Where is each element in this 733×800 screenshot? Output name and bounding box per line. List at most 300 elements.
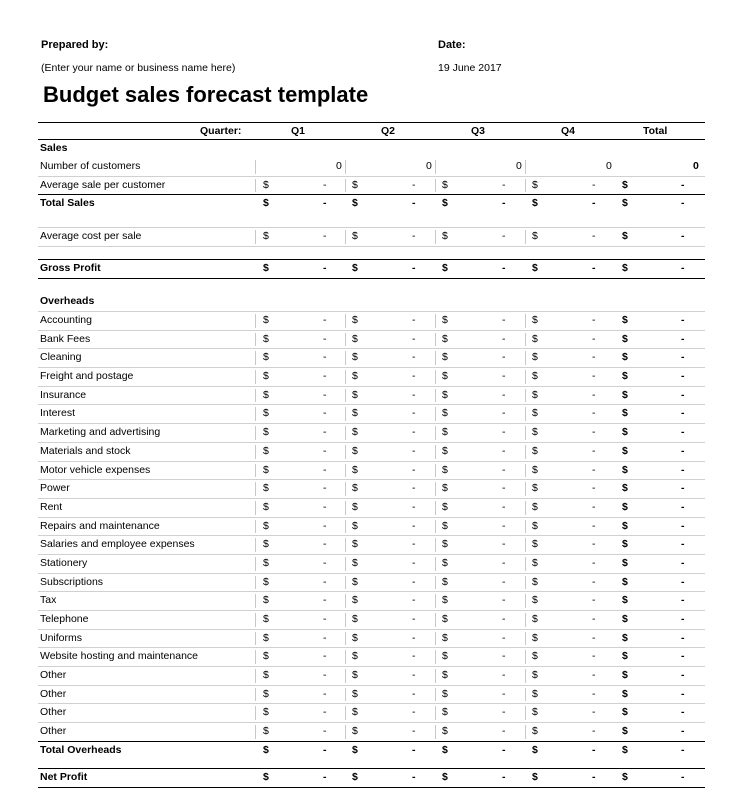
overheads-heading: Overheads	[40, 295, 95, 307]
currency-symbol: $	[532, 197, 538, 209]
value-cell-q3[interactable]: -	[502, 314, 506, 326]
cell-divider	[435, 706, 436, 720]
overhead-row	[38, 536, 705, 555]
value-cell-q2[interactable]: -	[412, 351, 416, 364]
cell-divider	[525, 389, 526, 403]
value-cell-q1[interactable]: -	[323, 743, 327, 756]
sales-heading: Sales	[40, 142, 68, 154]
overhead-row	[38, 405, 705, 424]
value-cell-q2[interactable]: -	[412, 332, 416, 345]
cell-divider	[255, 725, 256, 739]
cell-divider	[525, 501, 526, 515]
value-cell-q4[interactable]: -	[592, 482, 596, 495]
currency-symbol: $	[263, 613, 269, 625]
cell-divider	[435, 557, 436, 571]
cell-divider	[345, 389, 346, 403]
value-cell-q1[interactable]: -	[323, 444, 327, 457]
cell-divider	[255, 538, 256, 552]
currency-symbol: $	[352, 500, 358, 513]
value-cell-q2[interactable]: -	[412, 743, 416, 756]
currency-symbol: $	[532, 262, 538, 274]
currency-symbol: $	[263, 262, 269, 274]
value-cell-q3[interactable]: -	[502, 725, 506, 738]
value-cell-q1[interactable]: -	[323, 197, 327, 209]
value-cell-q2[interactable]: -	[412, 388, 416, 401]
cell-divider	[345, 160, 346, 174]
value-cell-q4[interactable]: -	[592, 706, 596, 719]
value-cell-q3[interactable]: -	[502, 743, 506, 756]
currency-symbol: $	[263, 482, 269, 495]
value-cell-q4[interactable]: -	[592, 669, 596, 682]
value-cell-q1[interactable]: -	[323, 179, 327, 191]
value-cell-q3[interactable]: -	[502, 687, 506, 700]
value-cell-q2[interactable]: -	[412, 230, 416, 242]
value-cell-q1[interactable]: -	[323, 687, 327, 700]
currency-symbol: $	[442, 388, 448, 401]
currency-symbol: $	[352, 770, 358, 783]
cell-divider	[345, 669, 346, 683]
cell-divider	[345, 179, 346, 192]
cell-divider	[345, 445, 346, 459]
cell-divider	[255, 389, 256, 403]
spacer	[38, 279, 705, 293]
customers-total: 0	[693, 160, 699, 172]
total-value-cell: -	[681, 388, 685, 401]
value-cell-q4[interactable]: -	[592, 613, 596, 625]
total-value-cell: -	[681, 575, 685, 588]
value-cell-q2[interactable]: -	[412, 575, 416, 588]
value-cell-q4[interactable]: -	[592, 538, 596, 551]
currency-symbol: $	[263, 706, 269, 719]
value-cell-q2[interactable]: -	[412, 669, 416, 682]
currency-symbol: $	[622, 332, 628, 345]
value-cell-q2[interactable]: -	[412, 706, 416, 719]
currency-symbol: $	[442, 575, 448, 588]
overhead-label: Uniforms	[40, 631, 83, 644]
value-cell-q2[interactable]: -	[412, 370, 416, 383]
currency-symbol: $	[442, 332, 448, 345]
cell-divider	[255, 557, 256, 571]
cell-divider	[255, 688, 256, 702]
value-cell-q3[interactable]: -	[502, 770, 506, 783]
customers-q3[interactable]: 0	[516, 160, 522, 172]
value-cell-q4[interactable]: -	[592, 230, 596, 242]
overhead-label: Website hosting and maintenance	[40, 650, 198, 663]
spacer	[38, 213, 705, 227]
currency-symbol: $	[622, 179, 628, 191]
currency-symbol: $	[442, 650, 448, 663]
currency-symbol: $	[622, 669, 628, 682]
currency-symbol: $	[263, 426, 269, 439]
value-cell-q4[interactable]: -	[592, 262, 596, 274]
value-cell-q4[interactable]: -	[592, 388, 596, 401]
cell-divider	[525, 407, 526, 421]
value-cell-q3[interactable]: -	[502, 556, 506, 569]
avg-sale-row	[38, 177, 705, 195]
currency-symbol: $	[532, 500, 538, 513]
value-cell-q4[interactable]: -	[592, 650, 596, 663]
value-cell-q2[interactable]: -	[412, 407, 416, 420]
value-cell-q2[interactable]: -	[412, 770, 416, 783]
total-value-cell: -	[681, 482, 685, 495]
cell-divider	[255, 179, 256, 192]
value-cell-q4[interactable]: -	[592, 725, 596, 738]
value-cell-q1[interactable]: -	[323, 351, 327, 364]
cell-divider	[525, 706, 526, 720]
cell-divider	[345, 407, 346, 421]
currency-symbol: $	[352, 179, 358, 191]
value-cell-q4[interactable]: -	[592, 351, 596, 364]
cell-divider	[255, 669, 256, 683]
currency-symbol: $	[352, 631, 358, 644]
value-cell-q1[interactable]: -	[323, 613, 327, 625]
currency-symbol: $	[442, 351, 448, 364]
overhead-label: Tax	[40, 594, 57, 607]
currency-symbol: $	[352, 197, 358, 209]
currency-symbol: $	[352, 743, 358, 756]
currency-symbol: $	[263, 650, 269, 663]
value-cell-q4[interactable]: -	[592, 179, 596, 191]
total-value-cell: -	[681, 519, 685, 532]
value-cell-q4[interactable]: -	[592, 556, 596, 569]
value-cell-q3[interactable]: -	[502, 519, 506, 532]
currency-symbol: $	[263, 743, 269, 756]
currency-symbol: $	[263, 631, 269, 644]
overhead-row	[38, 592, 705, 611]
row-label: Number of customers	[40, 160, 141, 172]
value-cell-q2[interactable]: -	[412, 725, 416, 738]
value-cell-q2[interactable]: -	[412, 594, 416, 607]
value-cell-q4[interactable]: -	[592, 197, 596, 209]
currency-symbol: $	[352, 388, 358, 401]
currency-symbol: $	[263, 594, 269, 607]
currency-symbol: $	[352, 370, 358, 383]
value-cell-q1[interactable]: -	[323, 519, 327, 532]
value-cell-q3[interactable]: -	[502, 463, 506, 476]
value-cell-q2[interactable]: -	[412, 179, 416, 191]
value-cell-q4[interactable]: -	[592, 575, 596, 588]
cell-divider	[255, 482, 256, 496]
currency-symbol: $	[622, 407, 628, 420]
value-cell-q2[interactable]: -	[412, 500, 416, 513]
cell-divider	[255, 333, 256, 347]
overhead-row	[38, 424, 705, 443]
currency-symbol: $	[352, 407, 358, 420]
total-overheads-label: Total Overheads	[40, 743, 122, 756]
customers-q2[interactable]: 0	[426, 160, 432, 172]
total-value-cell: -	[681, 687, 685, 700]
value-cell-q1[interactable]: -	[323, 575, 327, 588]
currency-symbol: $	[352, 594, 358, 607]
overhead-row	[38, 387, 705, 406]
cell-divider	[345, 333, 346, 347]
currency-symbol: $	[442, 706, 448, 719]
cell-divider	[525, 426, 526, 440]
currency-symbol: $	[532, 388, 538, 401]
value-cell-q2[interactable]: -	[412, 687, 416, 700]
cell-divider	[435, 230, 436, 244]
value-cell-q1[interactable]: -	[323, 594, 327, 607]
value-cell-q4[interactable]: -	[592, 314, 596, 326]
cell-divider	[345, 520, 346, 534]
value-cell-q2[interactable]: -	[412, 444, 416, 457]
net-profit-row	[38, 769, 705, 788]
currency-symbol: $	[442, 770, 448, 783]
cell-divider	[525, 650, 526, 664]
value-cell-q1[interactable]: -	[323, 407, 327, 420]
column-header-q2: Q2	[381, 125, 396, 137]
value-cell-q3[interactable]: -	[502, 262, 506, 274]
cell-divider	[525, 520, 526, 534]
value-cell-q1[interactable]: -	[323, 631, 327, 644]
date-value[interactable]: 19 June 2017	[438, 62, 502, 74]
value-cell-q4[interactable]: -	[592, 770, 596, 783]
cell-divider	[435, 725, 436, 739]
value-cell-q3[interactable]: -	[502, 482, 506, 495]
currency-symbol: $	[442, 314, 448, 326]
value-cell-q3[interactable]: -	[502, 538, 506, 551]
currency-symbol: $	[352, 262, 358, 274]
currency-symbol: $	[532, 179, 538, 191]
overhead-row	[38, 312, 705, 331]
total-value-cell: -	[681, 230, 685, 242]
value-cell-q1[interactable]: -	[323, 314, 327, 326]
total-value-cell: -	[681, 370, 685, 383]
overhead-label: Cleaning	[40, 351, 82, 364]
cell-divider	[525, 613, 526, 627]
column-header-row	[38, 122, 705, 140]
currency-symbol: $	[622, 687, 628, 700]
value-cell-q1[interactable]: -	[323, 669, 327, 682]
value-cell-q2[interactable]: -	[412, 556, 416, 569]
cell-divider	[435, 370, 436, 384]
forecast-sheet	[38, 122, 705, 788]
value-cell-q3[interactable]: -	[502, 706, 506, 719]
overhead-label: Insurance	[40, 388, 87, 401]
value-cell-q1[interactable]: -	[323, 500, 327, 513]
value-cell-q3[interactable]: -	[502, 444, 506, 457]
value-cell-q1[interactable]: -	[323, 556, 327, 569]
customers-q1[interactable]: 0	[336, 160, 342, 172]
overhead-row	[38, 555, 705, 574]
value-cell-q2[interactable]: -	[412, 262, 416, 274]
currency-symbol: $	[352, 725, 358, 738]
currency-symbol: $	[442, 519, 448, 532]
value-cell-q4[interactable]: -	[592, 370, 596, 383]
currency-symbol: $	[622, 444, 628, 457]
value-cell-q4[interactable]: -	[592, 687, 596, 700]
overhead-row	[38, 518, 705, 537]
cell-divider	[435, 160, 436, 174]
value-cell-q1[interactable]: -	[323, 482, 327, 495]
value-cell-q3[interactable]: -	[502, 500, 506, 513]
value-cell-q3[interactable]: -	[502, 388, 506, 401]
date-label: Date:	[438, 39, 466, 51]
currency-symbol: $	[622, 743, 628, 756]
currency-symbol: $	[622, 230, 628, 242]
total-value-cell: -	[681, 594, 685, 607]
value-cell-q4[interactable]: -	[592, 463, 596, 476]
value-cell-q4[interactable]: -	[592, 407, 596, 420]
value-cell-q3[interactable]: -	[502, 351, 506, 364]
value-cell-q1[interactable]: -	[323, 426, 327, 439]
overhead-label: Repairs and maintenance	[40, 519, 160, 532]
value-cell-q4[interactable]: -	[592, 444, 596, 457]
currency-symbol: $	[622, 370, 628, 383]
cell-divider	[345, 501, 346, 515]
value-cell-q1[interactable]: -	[323, 332, 327, 345]
cell-divider	[525, 160, 526, 174]
overhead-label: Power	[40, 482, 70, 495]
column-header-q1: Q1	[291, 125, 306, 137]
cell-divider	[435, 464, 436, 478]
currency-symbol: $	[532, 538, 538, 551]
cell-divider	[255, 576, 256, 590]
currency-symbol: $	[622, 594, 628, 607]
total-sales-label: Total Sales	[40, 197, 95, 209]
value-cell-q1[interactable]: -	[323, 230, 327, 242]
value-cell-q3[interactable]: -	[502, 650, 506, 663]
value-cell-q1[interactable]: -	[323, 370, 327, 383]
column-header-q4: Q4	[561, 125, 576, 137]
value-cell-q1[interactable]: -	[323, 725, 327, 738]
currency-symbol: $	[622, 538, 628, 551]
customers-row	[38, 158, 705, 177]
overhead-row	[38, 704, 705, 723]
cell-divider	[525, 669, 526, 683]
currency-symbol: $	[352, 351, 358, 364]
value-cell-q3[interactable]: -	[502, 370, 506, 383]
value-cell-q1[interactable]: -	[323, 463, 327, 476]
value-cell-q3[interactable]: -	[502, 426, 506, 439]
currency-symbol: $	[622, 351, 628, 364]
value-cell-q1[interactable]: -	[323, 650, 327, 663]
currency-symbol: $	[263, 500, 269, 513]
currency-symbol: $	[532, 463, 538, 476]
cell-divider	[435, 594, 436, 608]
value-cell-q1[interactable]: -	[323, 538, 327, 551]
currency-symbol: $	[622, 613, 628, 625]
cell-divider	[435, 314, 436, 328]
value-cell-q2[interactable]: -	[412, 538, 416, 551]
customers-q4[interactable]: 0	[606, 160, 612, 172]
cell-divider	[255, 594, 256, 608]
cell-divider	[435, 632, 436, 646]
value-cell-q3[interactable]: -	[502, 179, 506, 191]
currency-symbol: $	[352, 463, 358, 476]
value-cell-q1[interactable]: -	[323, 770, 327, 783]
value-cell-q4[interactable]: -	[592, 594, 596, 607]
currency-symbol: $	[622, 197, 628, 209]
overhead-row	[38, 480, 705, 499]
currency-symbol: $	[622, 463, 628, 476]
currency-symbol: $	[532, 613, 538, 625]
currency-symbol: $	[622, 631, 628, 644]
value-cell-q2[interactable]: -	[412, 314, 416, 326]
currency-symbol: $	[263, 230, 269, 242]
overhead-row	[38, 667, 705, 686]
total-value-cell: -	[681, 650, 685, 663]
overhead-row	[38, 368, 705, 387]
value-cell-q1[interactable]: -	[323, 706, 327, 719]
value-cell-q3[interactable]: -	[502, 230, 506, 242]
cell-divider	[345, 538, 346, 552]
value-cell-q3[interactable]: -	[502, 197, 506, 209]
value-cell-q3[interactable]: -	[502, 575, 506, 588]
currency-symbol: $	[442, 463, 448, 476]
total-value-cell: -	[681, 444, 685, 457]
value-cell-q3[interactable]: -	[502, 407, 506, 420]
total-value-cell: -	[681, 407, 685, 420]
row-label: Average cost per sale	[40, 230, 142, 242]
value-cell-q2[interactable]: -	[412, 197, 416, 209]
currency-symbol: $	[442, 725, 448, 738]
cell-divider	[345, 632, 346, 646]
value-cell-q2[interactable]: -	[412, 613, 416, 625]
prepared-by-hint[interactable]: (Enter your name or business name here)	[41, 62, 236, 74]
value-cell-q4[interactable]: -	[592, 631, 596, 644]
total-value-cell: -	[681, 613, 685, 625]
value-cell-q1[interactable]: -	[323, 388, 327, 401]
avg-cost-row	[38, 227, 705, 247]
currency-symbol: $	[352, 556, 358, 569]
value-cell-q4[interactable]: -	[592, 332, 596, 345]
total-value-cell: -	[681, 463, 685, 476]
cell-divider	[435, 426, 436, 440]
cell-divider	[255, 445, 256, 459]
overhead-label: Freight and postage	[40, 370, 134, 383]
currency-symbol: $	[263, 407, 269, 420]
value-cell-q3[interactable]: -	[502, 613, 506, 625]
gross-profit-row	[38, 260, 705, 279]
currency-symbol: $	[352, 613, 358, 625]
value-cell-q3[interactable]: -	[502, 594, 506, 607]
value-cell-q3[interactable]: -	[502, 332, 506, 345]
overhead-label: Materials and stock	[40, 444, 131, 457]
value-cell-q1[interactable]: -	[323, 262, 327, 274]
cell-divider	[435, 333, 436, 347]
value-cell-q4[interactable]: -	[592, 519, 596, 532]
currency-symbol: $	[532, 650, 538, 663]
currency-symbol: $	[442, 631, 448, 644]
value-cell-q2[interactable]: -	[412, 650, 416, 663]
cell-divider	[435, 650, 436, 664]
currency-symbol: $	[352, 687, 358, 700]
currency-symbol: $	[352, 314, 358, 326]
currency-symbol: $	[532, 314, 538, 326]
value-cell-q2[interactable]: -	[412, 463, 416, 476]
total-value-cell: -	[681, 631, 685, 644]
value-cell-q4[interactable]: -	[592, 500, 596, 513]
value-cell-q4[interactable]: -	[592, 743, 596, 756]
cell-divider	[255, 520, 256, 534]
currency-symbol: $	[263, 556, 269, 569]
value-cell-q2[interactable]: -	[412, 519, 416, 532]
value-cell-q2[interactable]: -	[412, 631, 416, 644]
currency-symbol: $	[352, 482, 358, 495]
currency-symbol: $	[532, 370, 538, 383]
value-cell-q2[interactable]: -	[412, 482, 416, 495]
value-cell-q3[interactable]: -	[502, 631, 506, 644]
currency-symbol: $	[442, 613, 448, 625]
cell-divider	[345, 576, 346, 590]
value-cell-q4[interactable]: -	[592, 426, 596, 439]
currency-symbol: $	[442, 407, 448, 420]
value-cell-q3[interactable]: -	[502, 669, 506, 682]
value-cell-q2[interactable]: -	[412, 426, 416, 439]
currency-symbol: $	[263, 179, 269, 191]
currency-symbol: $	[352, 650, 358, 663]
